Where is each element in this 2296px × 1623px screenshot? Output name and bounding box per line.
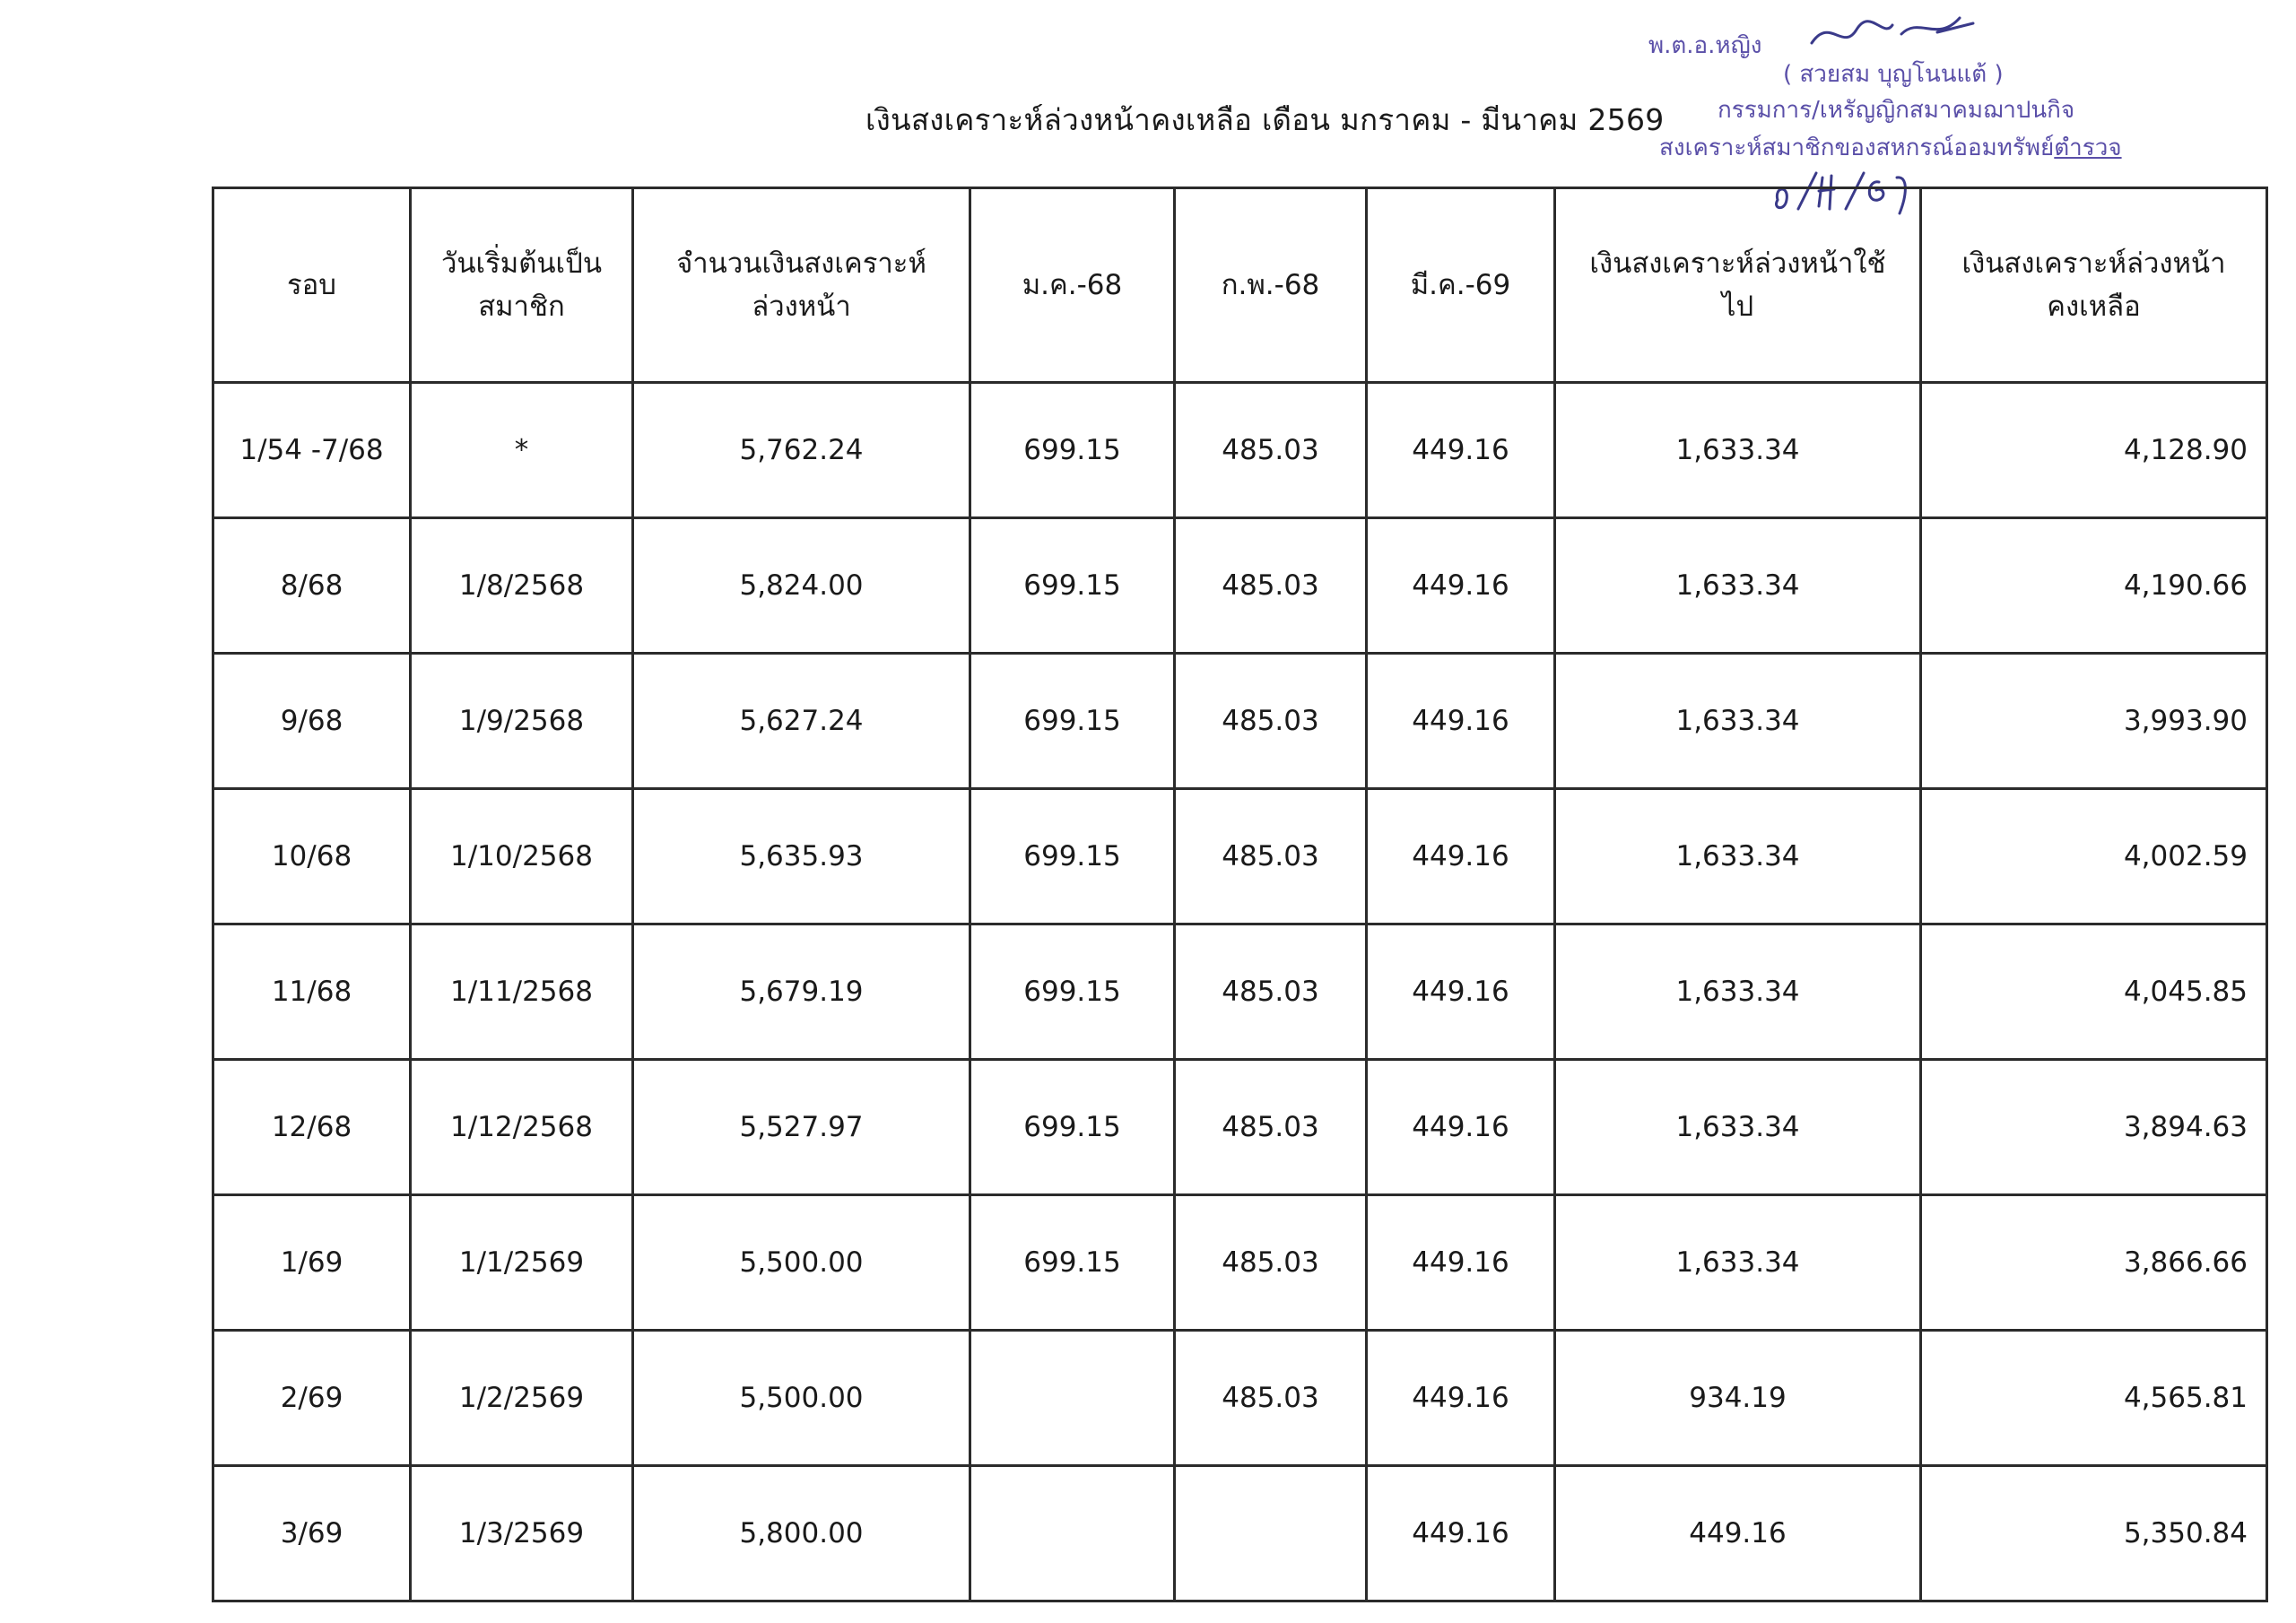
stamp-position: กรรมการ/เหรัญญิกสมาคมฌาปนกิจ (1718, 97, 2075, 124)
advance-fund-table (212, 187, 2268, 1602)
column-header-advance-remaining: เงินสงเคราะห์ล่วงหน้า คงเหลือ (1921, 188, 2267, 383)
table-cell-mar-69: 449.16 (1367, 789, 1555, 924)
table-cell-advance-amount: 5,527.97 (633, 1060, 970, 1195)
table-cell-jan-68: 699.15 (970, 789, 1175, 924)
table-cell-feb-68: 485.03 (1175, 789, 1367, 924)
table-cell-advance-remaining: 4,565.81 (1921, 1331, 2267, 1466)
table-cell-round: 3/69 (213, 1466, 411, 1601)
table-cell-advance-used: 1,633.34 (1555, 789, 1921, 924)
table-cell-advance-remaining: 3,866.66 (1921, 1195, 2267, 1331)
table-cell-advance-amount: 5,762.24 (633, 383, 970, 518)
table-cell-jan-68: 699.15 (970, 383, 1175, 518)
table-cell-mar-69: 449.16 (1367, 1466, 1555, 1601)
table-row (213, 1331, 2267, 1466)
table-cell-advance-remaining: 3,993.90 (1921, 654, 2267, 789)
table-row (213, 518, 2267, 654)
table-cell-mar-69: 449.16 (1367, 1195, 1555, 1331)
table-cell-start-date: 1/12/2568 (411, 1060, 633, 1195)
column-header-jan-68: ม.ค.-68 (970, 188, 1175, 383)
table-cell-advance-remaining: 4,002.59 (1921, 789, 2267, 924)
table-cell-feb-68: 485.03 (1175, 654, 1367, 789)
table-cell-feb-68: 485.03 (1175, 1195, 1367, 1331)
table-cell-round: 11/68 (213, 924, 411, 1060)
table-cell-advance-remaining: 4,128.90 (1921, 383, 2267, 518)
table-cell-start-date: 1/10/2568 (411, 789, 633, 924)
table-row (213, 1060, 2267, 1195)
table-cell-feb-68: 485.03 (1175, 1060, 1367, 1195)
table-cell-start-date: 1/11/2568 (411, 924, 633, 1060)
table-cell-round: 9/68 (213, 654, 411, 789)
table-cell-mar-69: 449.16 (1367, 518, 1555, 654)
table-cell-advance-amount: 5,824.00 (633, 518, 970, 654)
table-cell-advance-used: 1,633.34 (1555, 924, 1921, 1060)
table-cell-advance-used: 1,633.34 (1555, 654, 1921, 789)
table-cell-mar-69: 449.16 (1367, 1060, 1555, 1195)
table-cell-advance-used: 449.16 (1555, 1466, 1921, 1601)
table-cell-advance-amount: 5,679.19 (633, 924, 970, 1060)
table-cell-advance-amount: 5,635.93 (633, 789, 970, 924)
table-cell-feb-68: 485.03 (1175, 518, 1367, 654)
column-header-advance-amount: จำนวนเงินสงเคราะห์ ล่วงหน้า (633, 188, 970, 383)
table-row (213, 789, 2267, 924)
table-cell-advance-remaining: 4,045.85 (1921, 924, 2267, 1060)
table-cell-mar-69: 449.16 (1367, 1331, 1555, 1466)
document-title: เงินสงเคราะห์ล่วงหน้าคงเหลือ เดือน มกราคม - มีนาคม 2569 (865, 102, 1665, 137)
table-cell-start-date: 1/3/2569 (411, 1466, 633, 1601)
signature-mark (1803, 7, 1982, 61)
table-cell-jan-68: 699.15 (970, 518, 1175, 654)
stamp-org-suffix: ตำรวจ (2054, 135, 2122, 161)
column-header-advance-used: เงินสงเคราะห์ล่วงหน้าใช้ไป (1555, 188, 1921, 383)
table-cell-feb-68: 485.03 (1175, 383, 1367, 518)
table-cell-round: 10/68 (213, 789, 411, 924)
table-cell-jan-68 (970, 1466, 1175, 1601)
table-cell-feb-68: 485.03 (1175, 1331, 1367, 1466)
table-cell-advance-used: 1,633.34 (1555, 383, 1921, 518)
table-cell-advance-used: 1,633.34 (1555, 1060, 1921, 1195)
column-header-mar-69: มี.ค.-69 (1367, 188, 1555, 383)
table-row (213, 383, 2267, 518)
table-cell-start-date: 1/2/2569 (411, 1331, 633, 1466)
table-cell-start-date: * (411, 383, 633, 518)
table-cell-mar-69: 449.16 (1367, 383, 1555, 518)
table-cell-start-date: 1/9/2568 (411, 654, 633, 789)
table-cell-advance-amount: 5,500.00 (633, 1195, 970, 1331)
table-cell-advance-used: 1,633.34 (1555, 1195, 1921, 1331)
table-cell-start-date: 1/8/2568 (411, 518, 633, 654)
table-cell-advance-used: 934.19 (1555, 1331, 1921, 1466)
table-cell-advance-amount: 5,800.00 (633, 1466, 970, 1601)
stamp-rank: พ.ต.อ.หญิง (1648, 32, 1762, 59)
table-cell-start-date: 1/1/2569 (411, 1195, 633, 1331)
table-cell-advance-amount: 5,627.24 (633, 654, 970, 789)
table-cell-advance-used: 1,633.34 (1555, 518, 1921, 654)
table-cell-mar-69: 449.16 (1367, 924, 1555, 1060)
table-cell-round: 1/54 -7/68 (213, 383, 411, 518)
column-header-feb-68: ก.พ.-68 (1175, 188, 1367, 383)
stamp-org-prefix: สงเคราะห์สมาชิกของสหกรณ์ออมทรัพย์ (1659, 135, 2055, 161)
table-cell-round: 8/68 (213, 518, 411, 654)
table-cell-jan-68: 699.15 (970, 1195, 1175, 1331)
table-cell-jan-68: 699.15 (970, 1060, 1175, 1195)
table-cell-round: 2/69 (213, 1331, 411, 1466)
table-cell-advance-remaining: 4,190.66 (1921, 518, 2267, 654)
table-row (213, 924, 2267, 1060)
table-cell-jan-68 (970, 1331, 1175, 1466)
table-row (213, 1195, 2267, 1331)
table-cell-feb-68: 485.03 (1175, 924, 1367, 1060)
column-header-round: รอบ (213, 188, 411, 383)
table-cell-round: 1/69 (213, 1195, 411, 1331)
table-cell-advance-amount: 5,500.00 (633, 1331, 970, 1466)
stamp-name: ( สวยสม บุญโนนแต้ ) (1783, 61, 2004, 88)
table-cell-advance-remaining: 5,350.84 (1921, 1466, 2267, 1601)
table-row (213, 1466, 2267, 1601)
table-cell-advance-remaining: 3,894.63 (1921, 1060, 2267, 1195)
table-row (213, 654, 2267, 789)
table-cell-jan-68: 699.15 (970, 654, 1175, 789)
table-cell-jan-68: 699.15 (970, 924, 1175, 1060)
table-cell-mar-69: 449.16 (1367, 654, 1555, 789)
table-header-row (213, 188, 2267, 383)
table-cell-feb-68 (1175, 1466, 1367, 1601)
table-cell-round: 12/68 (213, 1060, 411, 1195)
column-header-start-date: วันเริ่มต้นเป็น สมาชิก (411, 188, 633, 383)
